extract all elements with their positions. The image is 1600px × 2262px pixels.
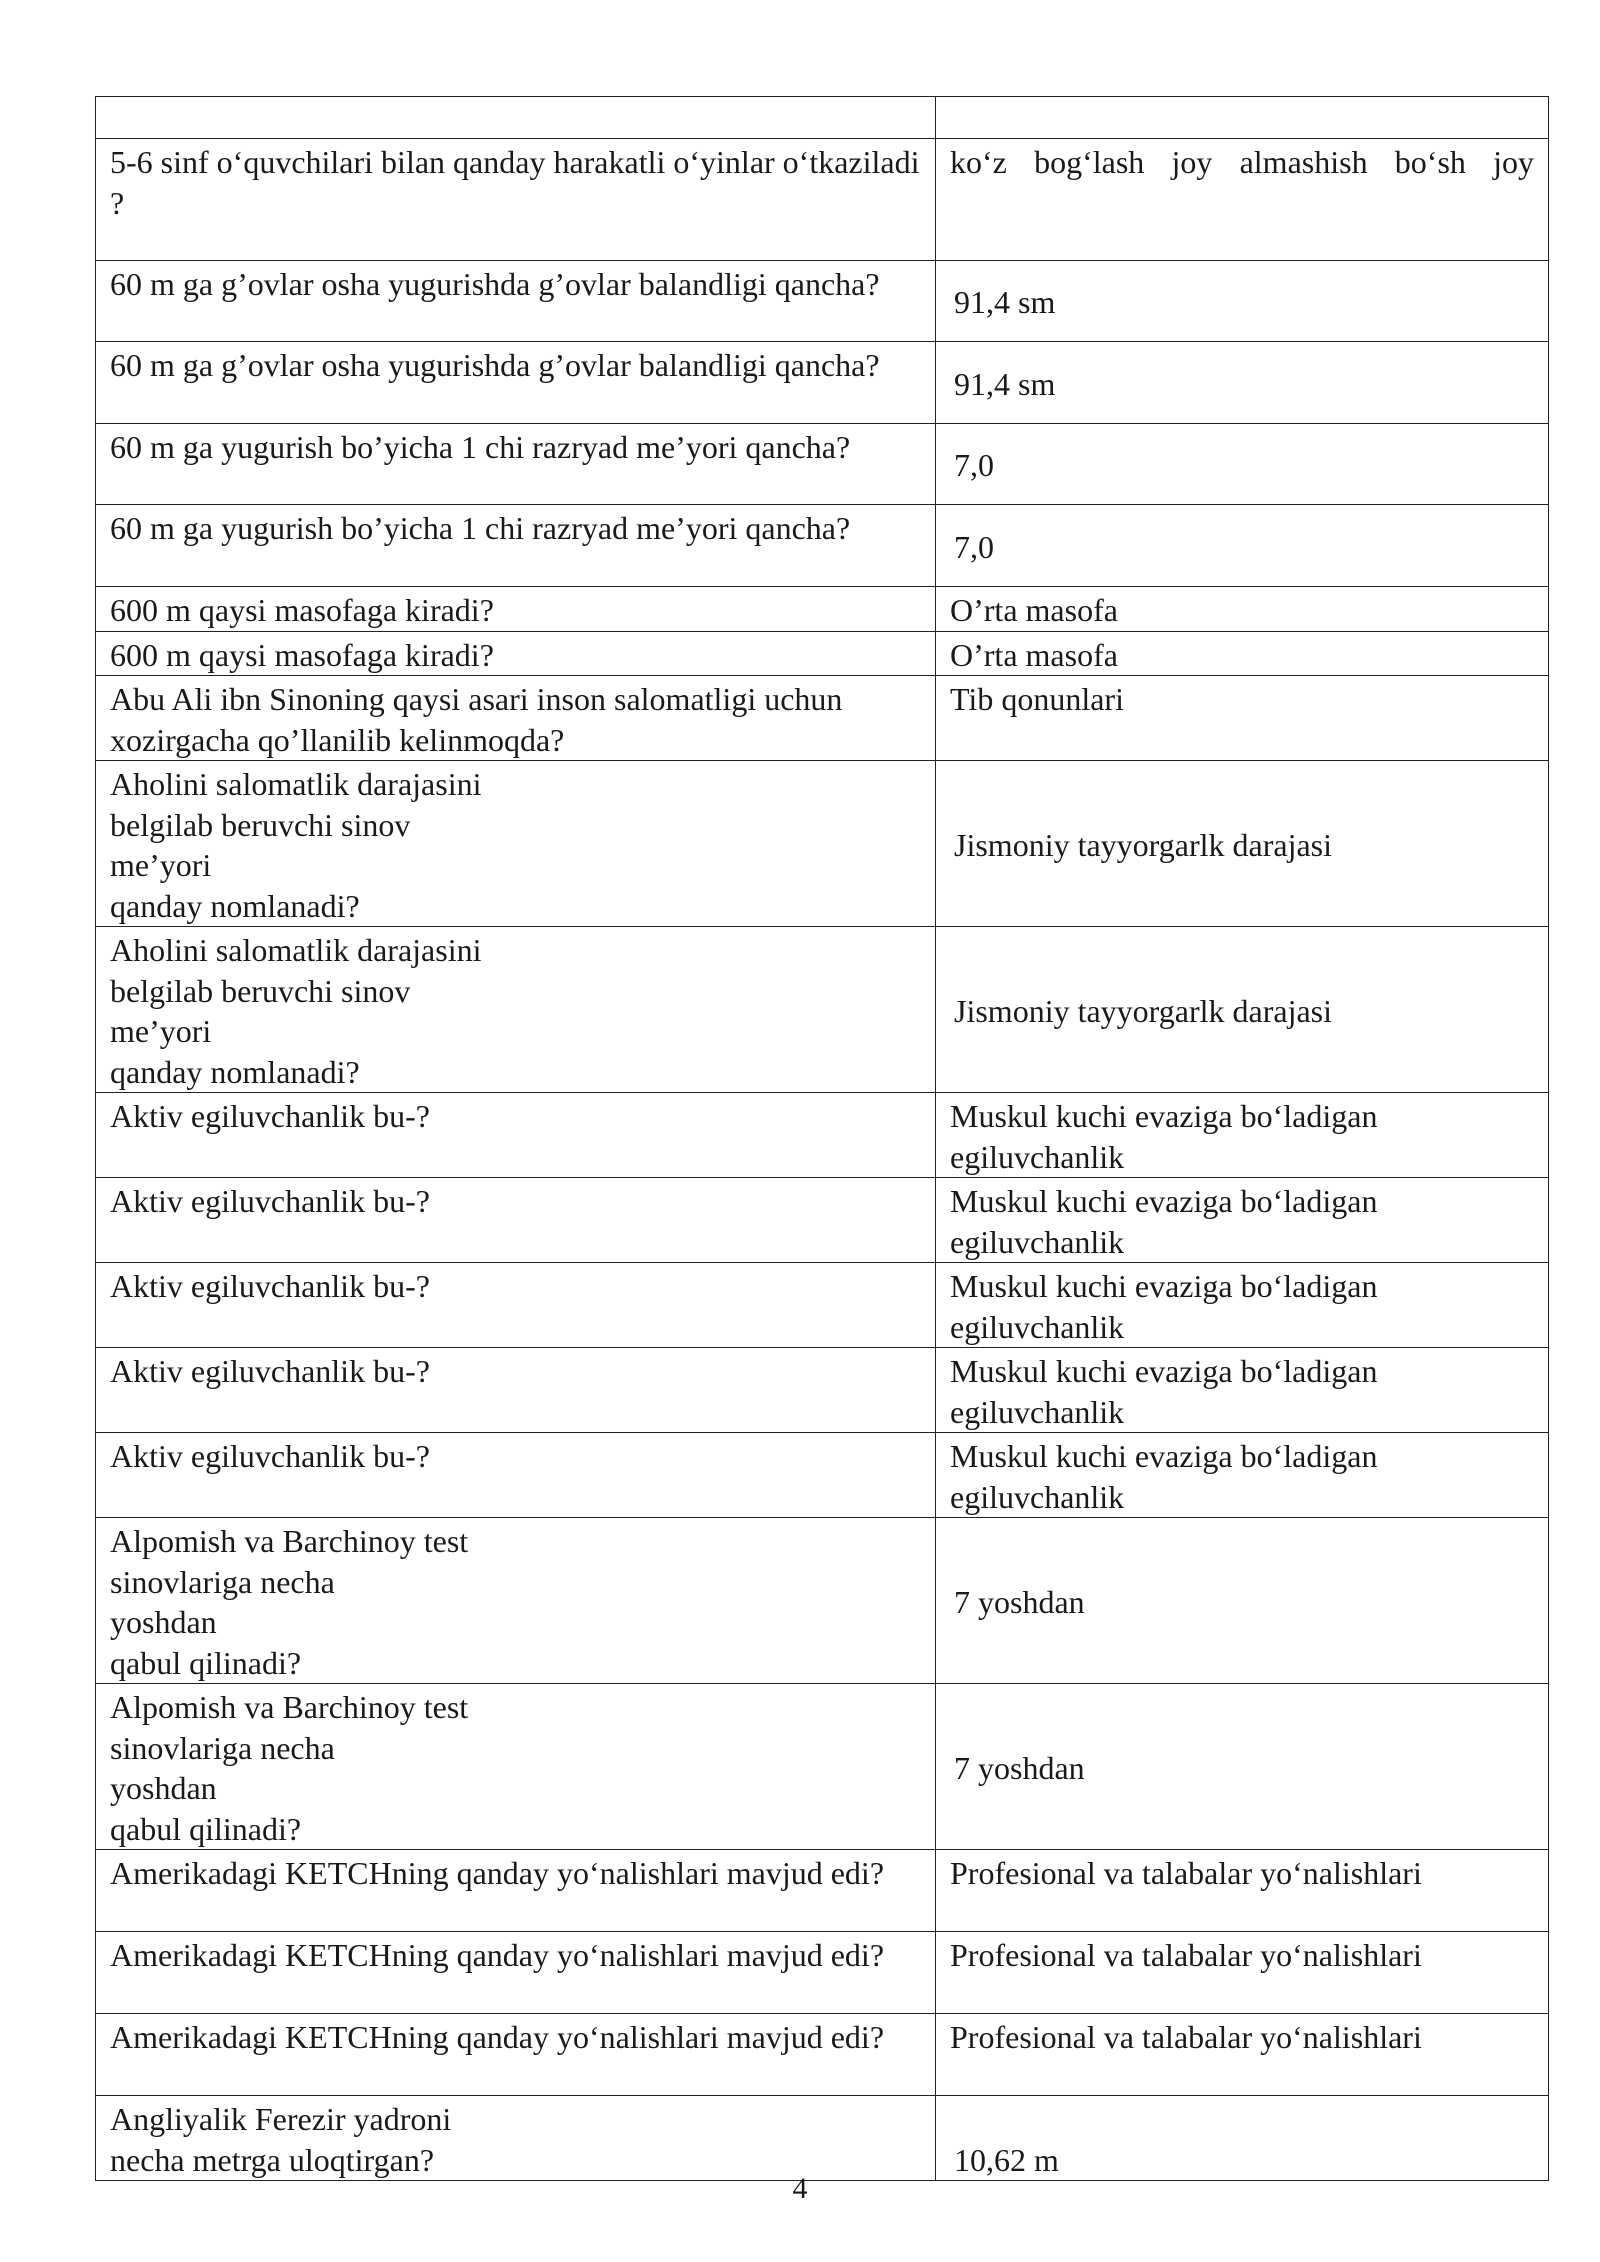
question-cell — [96, 97, 936, 139]
answer-cell: Muskul kuchi evaziga bo‘ladigan egiluvchanlik — [936, 1093, 1549, 1178]
question-cell: Amerikadagi KETCHning qanday yo‘nalishlari mavjud edi? — [96, 2014, 936, 2096]
answer-cell: ko‘z bog‘lash joy almashish bo‘sh joy — [936, 139, 1549, 261]
answer-cell: 10,62 m — [936, 2096, 1549, 2181]
table-row — [96, 1433, 1549, 1518]
table-row — [96, 1348, 1549, 1433]
table-row — [96, 1263, 1549, 1348]
answer-cell: O’rta masofa — [936, 631, 1549, 676]
table-row — [96, 1850, 1549, 1932]
answer-cell: 7,0 — [936, 424, 1549, 505]
answer-cell: 91,4 sm — [936, 342, 1549, 424]
answer-cell: 91,4 sm — [936, 261, 1549, 342]
table-row — [96, 342, 1549, 424]
table-row — [96, 761, 1549, 927]
table-row — [96, 139, 1549, 261]
table-row — [96, 2096, 1549, 2181]
table-row — [96, 97, 1549, 139]
question-cell: Aktiv egiluvchanlik bu-? — [96, 1263, 936, 1348]
answer-cell: Jismoniy tayyorgarlk darajasi — [936, 761, 1549, 927]
question-cell: Aktiv egiluvchanlik bu-? — [96, 1433, 936, 1518]
answer-cell: Jismoniy tayyorgarlk darajasi — [936, 927, 1549, 1093]
table-row — [96, 424, 1549, 505]
question-cell: Aholini salomatlik darajasini belgilab beruvchi sinov me’yori qanday nomlanadi? — [96, 927, 936, 1093]
answer-cell: Tib qonunlari — [936, 676, 1549, 761]
question-cell: Aktiv egiluvchanlik bu-? — [96, 1093, 936, 1178]
question-cell: 5-6 sinf o‘quvchilari bilan qanday harakatli o‘yinlar o‘tkaziladi ? — [96, 139, 936, 261]
question-cell: Aholini salomatlik darajasini belgilab beruvchi sinov me’yori qanday nomlanadi? — [96, 761, 936, 927]
answer-cell: 7,0 — [936, 505, 1549, 587]
question-cell: 600 m qaysi masofaga kiradi? — [96, 587, 936, 632]
table-row — [96, 927, 1549, 1093]
qa-table — [95, 96, 1549, 2181]
answer-cell: Muskul kuchi evaziga bo‘ladigan egiluvchanlik — [936, 1348, 1549, 1433]
table-row — [96, 631, 1549, 676]
question-cell: 60 m ga g’ovlar osha yugurishda g’ovlar balandligi qancha? — [96, 261, 936, 342]
question-cell: Amerikadagi KETCHning qanday yo‘nalishlari mavjud edi? — [96, 1850, 936, 1932]
question-cell: 600 m qaysi masofaga kiradi? — [96, 631, 936, 676]
question-cell: Angliyalik Ferezir yadroni necha metrga uloqtirgan? — [96, 2096, 936, 2181]
answer-cell — [936, 97, 1549, 139]
answer-cell: O’rta masofa — [936, 587, 1549, 632]
table-row — [96, 676, 1549, 761]
answer-cell: Profesional va talabalar yo‘nalishlari — [936, 1932, 1549, 2014]
table-row — [96, 2014, 1549, 2096]
table-row — [96, 505, 1549, 587]
question-cell: Aktiv egiluvchanlik bu-? — [96, 1348, 936, 1433]
question-cell: Alpomish va Barchinoy test sinovlariga necha yoshdan qabul qilinadi? — [96, 1518, 936, 1684]
table-row — [96, 261, 1549, 342]
question-cell: 60 m ga g’ovlar osha yugurishda g’ovlar balandligi qancha? — [96, 342, 936, 424]
question-cell: Aktiv egiluvchanlik bu-? — [96, 1178, 936, 1263]
question-cell: Alpomish va Barchinoy test sinovlariga necha yoshdan qabul qilinadi? — [96, 1684, 936, 1850]
table-row — [96, 1093, 1549, 1178]
table-row — [96, 1518, 1549, 1684]
table-row — [96, 1684, 1549, 1850]
answer-cell: Profesional va talabalar yo‘nalishlari — [936, 2014, 1549, 2096]
question-cell: 60 m ga yugurish bo’yicha 1 chi razryad me’yori qancha? — [96, 424, 936, 505]
answer-cell: Muskul kuchi evaziga bo‘ladigan egiluvchanlik — [936, 1263, 1549, 1348]
question-cell: 60 m ga yugurish bo’yicha 1 chi razryad me’yori qancha? — [96, 505, 936, 587]
table-row — [96, 1178, 1549, 1263]
answer-cell: 7 yoshdan — [936, 1518, 1549, 1684]
table-row — [96, 587, 1549, 632]
question-cell: Abu Ali ibn Sinoning qaysi asari inson salomatligi uchun xozirgacha qo’llanilib kelinmoqda? — [96, 676, 936, 761]
answer-cell: Muskul kuchi evaziga bo‘ladigan egiluvchanlik — [936, 1178, 1549, 1263]
answer-cell: Muskul kuchi evaziga bo‘ladigan egiluvchanlik — [936, 1433, 1549, 1518]
page-number: 4 — [792, 2172, 808, 2205]
answer-cell: Profesional va talabalar yo‘nalishlari — [936, 1850, 1549, 1932]
question-cell: Amerikadagi KETCHning qanday yo‘nalishlari mavjud edi? — [96, 1932, 936, 2014]
answer-cell: 7 yoshdan — [936, 1684, 1549, 1850]
table-row — [96, 1932, 1549, 2014]
